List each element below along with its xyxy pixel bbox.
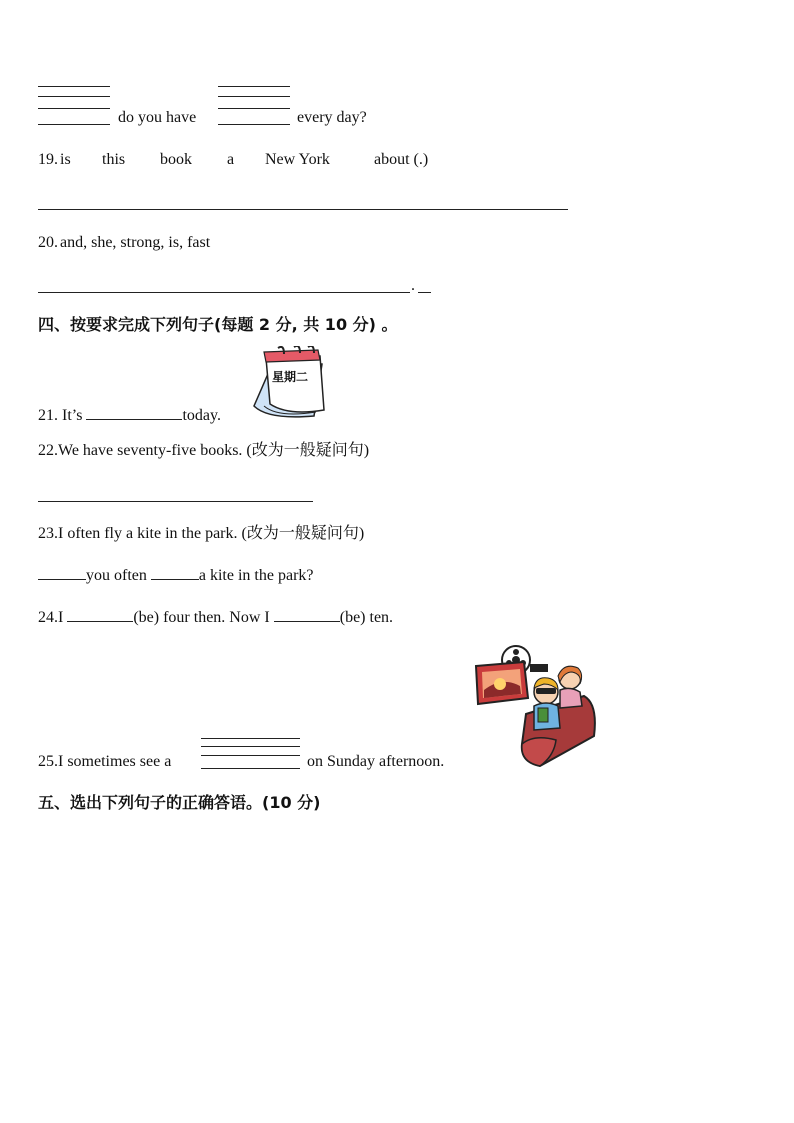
q19-answer-line[interactable] bbox=[38, 209, 568, 210]
q19-word: this bbox=[102, 151, 126, 168]
q25-blank-line4[interactable] bbox=[201, 768, 300, 769]
q18-blank1-line3 bbox=[38, 108, 110, 109]
q24-suffix: (be) ten. bbox=[339, 609, 394, 626]
q23-text: 23.I often fly a kite in the park. (改为一般疑问句) bbox=[38, 525, 365, 542]
q18-blank1-line1 bbox=[38, 86, 110, 87]
q18-blank2-line3 bbox=[218, 108, 290, 109]
q24-line bbox=[38, 607, 393, 628]
q20-number: 20. bbox=[38, 234, 58, 251]
q20-words: and, she, strong, is, fast bbox=[60, 234, 211, 251]
q18-blank2-line2 bbox=[218, 96, 290, 97]
q18-blank1-line2 bbox=[38, 96, 110, 97]
calendar-icon bbox=[244, 346, 328, 422]
q21-line bbox=[38, 405, 221, 426]
q25-prefix: 25.I sometimes see a bbox=[38, 753, 172, 770]
movie-watching-illustration bbox=[474, 644, 600, 770]
q23-blank2[interactable] bbox=[151, 565, 199, 580]
q24-blank1[interactable] bbox=[67, 607, 133, 622]
q23-answer-end: a kite in the park? bbox=[198, 567, 314, 584]
q24-blank2[interactable] bbox=[274, 607, 340, 622]
q18-blank2-line4 bbox=[218, 124, 290, 125]
section5-title bbox=[38, 792, 320, 815]
q25-blank-line2 bbox=[201, 746, 300, 747]
q18-text-end: every day? bbox=[297, 109, 367, 126]
q20-answer-line[interactable] bbox=[38, 292, 410, 293]
q18-blank2-line1 bbox=[218, 86, 290, 87]
q19-word: about (.) bbox=[374, 151, 429, 168]
q21-suffix: today. bbox=[182, 407, 221, 424]
q24-mid: (be) four then. Now I bbox=[133, 609, 270, 626]
q21-blank[interactable] bbox=[86, 405, 182, 420]
q21-prefix: 21. It’s bbox=[38, 407, 83, 424]
section4-title bbox=[38, 314, 398, 337]
q24-prefix: 24.I bbox=[38, 609, 64, 626]
q20-end-mark: . bbox=[411, 277, 415, 294]
q25-blank-line1 bbox=[201, 738, 300, 739]
q22-text: 22.We have seventy-five books. (改为一般疑问句) bbox=[38, 442, 370, 459]
q19-number: 19. bbox=[38, 151, 58, 168]
q23-answer-mid: you often bbox=[86, 567, 147, 584]
q20-answer-line-tail bbox=[418, 292, 431, 293]
q22-answer-line[interactable] bbox=[38, 501, 313, 502]
q18-blank1-line4 bbox=[38, 124, 110, 125]
section4-title-text: 四、按要求完成下列句子(每题 2 分, 共 10 分) 。 bbox=[38, 315, 398, 334]
q23-answer-line bbox=[38, 565, 314, 586]
q25-suffix: on Sunday afternoon. bbox=[307, 753, 445, 770]
q25-blank-line3 bbox=[201, 755, 300, 756]
q19-word: is bbox=[60, 151, 71, 168]
q19-word: a bbox=[227, 151, 235, 168]
section5-title-text: 五、选出下列句子的正确答语。(10 分) bbox=[38, 793, 321, 812]
q18-text-mid: do you have bbox=[118, 109, 197, 126]
q19-word: New York bbox=[265, 151, 330, 168]
q23-blank1[interactable] bbox=[38, 565, 86, 580]
q19-word: book bbox=[160, 151, 192, 168]
calendar-day-text: 星期二 bbox=[272, 370, 309, 384]
